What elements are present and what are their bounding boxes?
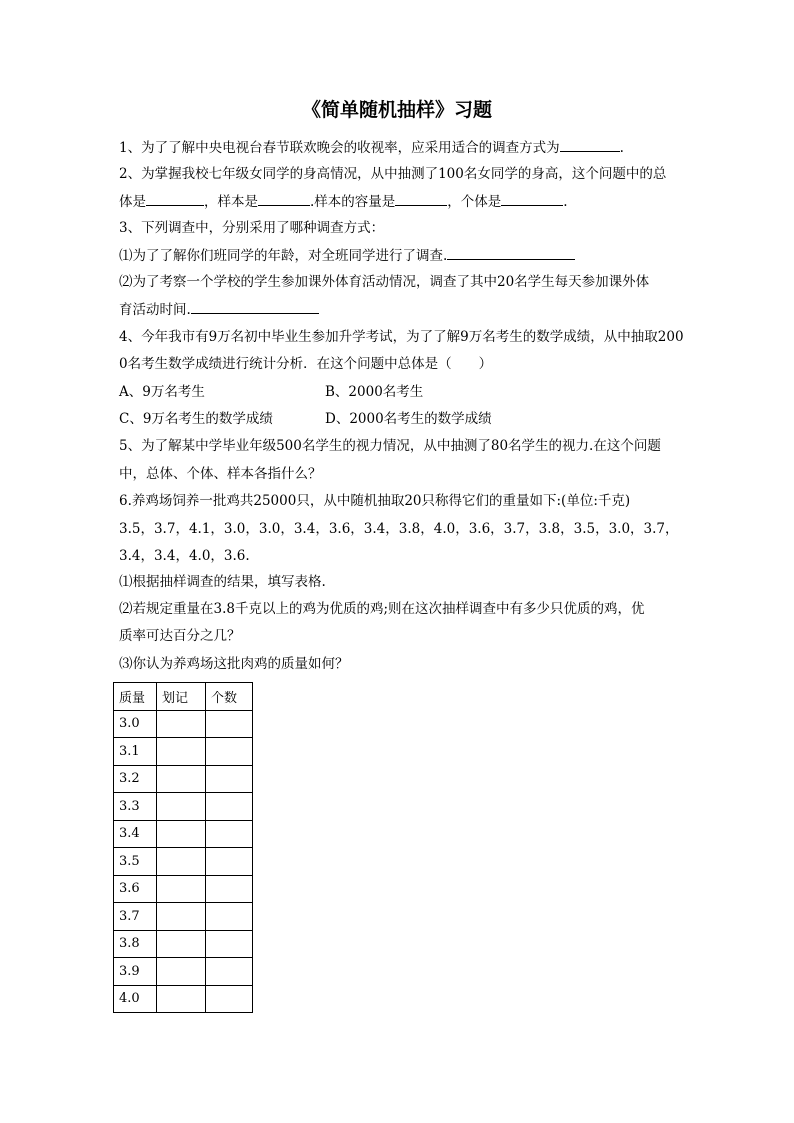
count-cell[interactable] [206,958,253,986]
question-6-line-1: 6.养鸡场饲养一批鸡共25000只，从中随机抽取20只称得它们的重量如下:(单位:千克) [119,493,631,509]
question-4-options-row-1 [119,382,679,402]
tally-cell[interactable] [157,903,206,931]
count-cell[interactable] [206,875,253,903]
tally-cell[interactable] [157,985,206,1013]
weight-cell: 3.8 [114,930,157,958]
question-5-line-2: 中，总体、个体、样本各指什么？ [119,466,322,482]
q2-part-5: . [563,194,568,210]
tally-cell[interactable] [157,848,206,876]
count-cell[interactable] [206,710,253,738]
count-cell[interactable] [206,930,253,958]
weight-cell: 4.0 [114,985,157,1013]
option-c[interactable]: C、9万名考生的数学成绩 [119,411,273,427]
table-row [114,738,253,766]
question-6-sub-2-line-2: 质率可达百分之几？ [119,628,241,644]
tally-cell[interactable] [157,765,206,793]
tally-cell[interactable] [157,875,206,903]
table-row [114,848,253,876]
header-tally: 划记 [157,683,206,711]
option-d[interactable]: D、2000名考生的数学成绩 [325,411,492,427]
q2-part-3: .样本的容量是 [310,194,396,210]
count-cell[interactable] [206,903,253,931]
question-6-data-1: 3.5，3.7，4.1，3.0，3.0，3.4，3.6，3.4，3.8，4.0，3.6，3.7，3.8，3.5，3.0，3.7， [119,521,679,537]
header-count: 个数 [206,683,253,711]
table-row [114,765,253,793]
tally-cell[interactable] [157,738,206,766]
answer-blank[interactable] [560,137,620,152]
question-2-line-1: 2、为掌握我校七年级女同学的身高情况，从中抽测了100名女同学的身高，这个问题中的总 [119,166,667,182]
table-row [114,903,253,931]
tally-table-body [114,710,253,1013]
question-1-end: . [619,140,624,156]
option-a[interactable]: A、9万名考生 [119,384,205,400]
q3-sub1-text: ⑴为了了解你们班同学的年龄，对全班同学进行了调查. [119,248,448,264]
answer-blank[interactable] [395,191,447,206]
question-1 [119,137,679,158]
tally-cell[interactable] [157,930,206,958]
question-4-line-1: 4、今年我市有9万名初中毕业生参加升学考试，为了了解9万名考生的数学成绩，从中抽取200 [119,329,684,345]
page-title: 《简单随机抽样》习题 [301,99,492,121]
tally-table [113,682,253,1013]
tally-cell[interactable] [157,793,206,821]
weight-cell: 3.9 [114,958,157,986]
tally-cell[interactable] [157,958,206,986]
table-row [114,875,253,903]
table-row [114,985,253,1013]
question-6-sub-1: ⑴根据抽样调查的结果，填写表格. [119,574,326,590]
weight-cell: 3.4 [114,820,157,848]
question-5-line-1: 5、为了解某中学毕业年级500名学生的视力情况，从中抽测了80名学生的视力.在这个问题 [119,438,661,454]
q2-part-1: 体是 [119,194,146,210]
weight-cell: 3.7 [114,903,157,931]
weight-cell: 3.2 [114,765,157,793]
answer-blank[interactable] [258,191,310,206]
q2-part-4: ，个体是 [447,194,502,210]
answer-blank[interactable] [501,191,563,206]
q2-part-2: ，样本是 [204,194,258,210]
tally-cell[interactable] [157,820,206,848]
count-cell[interactable] [206,985,253,1013]
question-4-line-2: 0名考生数学成绩进行统计分析．在这个问题中总体是（ ） [119,356,493,372]
weight-cell: 3.1 [114,738,157,766]
question-3-line-1: 3、下列调查中，分别采用了哪种调查方式： [119,220,385,236]
answer-blank[interactable] [191,299,319,314]
question-1-text: 1、为了了解中央电视台春节联欢晚会的收视率，应采用适合的调查方式为 [119,140,560,156]
option-b[interactable]: B、2000名考生 [325,384,424,400]
count-cell[interactable] [206,848,253,876]
header-weight: 质量 [114,683,157,711]
tally-cell[interactable] [157,710,206,738]
question-6-data-2: 3.4，3.4，4.0，3.6. [119,548,250,564]
question-2-line-2 [119,191,679,212]
count-cell[interactable] [206,765,253,793]
weight-cell: 3.3 [114,793,157,821]
answer-blank[interactable] [447,245,575,260]
question-3-sub-2-line-1: ⑵为了考察一个学校的学生参加课外体育活动情况，调查了其中20名学生每天参加课外体 [119,274,650,290]
question-6-sub-2-line-1: ⑵若规定重量在3.8千克以上的鸡为优质的鸡;则在这次抽样调查中有多少只优质的鸡，优 [119,601,645,617]
count-cell[interactable] [206,820,253,848]
table-row [114,930,253,958]
question-3-sub-1 [119,245,679,266]
q3-sub2-text: 育活动时间. [119,302,191,318]
weight-cell: 3.5 [114,848,157,876]
table-row [114,820,253,848]
question-6-sub-3: ⑶你认为养鸡场这批肉鸡的质量如何？ [119,656,349,672]
table-header-row [114,683,253,711]
weight-cell: 3.0 [114,710,157,738]
table-row [114,710,253,738]
table-row [114,793,253,821]
table-row [114,958,253,986]
answer-blank[interactable] [146,191,204,206]
count-cell[interactable] [206,738,253,766]
question-4-options-row-2 [119,409,679,429]
question-3-sub-2-line-2 [119,299,679,320]
count-cell[interactable] [206,793,253,821]
weight-cell: 3.6 [114,875,157,903]
